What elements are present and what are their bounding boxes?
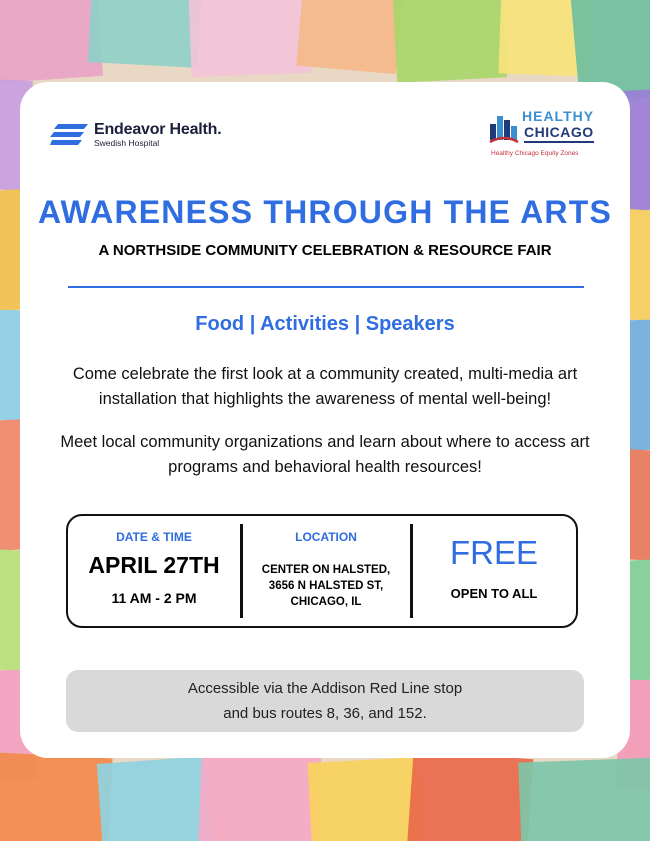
location-address	[242, 562, 410, 610]
price-column	[412, 516, 576, 626]
skyline-icon	[488, 110, 520, 148]
description-paragraph-2: Meet local community organizations and learn about where to access art programs and behavioral health resources!	[60, 433, 590, 476]
accessibility-note	[66, 670, 584, 732]
event-time: 11 AM - 2 PM	[111, 590, 197, 606]
endeavor-stripes-icon	[50, 124, 88, 146]
divider-line	[68, 286, 584, 288]
endeavor-name: Endeavor Health.	[94, 121, 222, 138]
date-time-column	[68, 516, 240, 626]
access-line-1: Accessible via the Addison Red Line stop	[187, 680, 463, 697]
access-line-2: and bus routes 8, 36, and 152.	[223, 705, 427, 722]
location-column	[242, 516, 410, 626]
healthy-word: HEALTHY	[522, 108, 595, 124]
audience-label: OPEN TO ALL	[450, 586, 538, 601]
event-info-box	[66, 514, 578, 628]
price-label: FREE	[449, 534, 538, 571]
healthy-chicago-logo	[488, 108, 595, 164]
flyer-card	[20, 82, 630, 758]
equity-zones-tagline: Healthy Chicago Equity Zones	[491, 150, 579, 157]
event-subtitle: A NORTHSIDE COMMUNITY CELEBRATION & RESOURCE FAIR	[98, 242, 552, 259]
date-time-label: DATE & TIME	[116, 530, 192, 544]
event-date: APRIL 27TH	[88, 552, 220, 578]
address-line-3: CHICAGO, IL	[290, 596, 362, 608]
endeavor-health-logo	[50, 122, 222, 148]
event-tagline: Food | Activities | Speakers	[195, 313, 455, 335]
description-paragraph-1: Come celebrate the first look at a community created, multi-media art installation that highlights the awareness of mental well-being!	[72, 365, 578, 408]
address-line-1: CENTER ON HALSTED,	[261, 564, 391, 576]
location-label: LOCATION	[295, 530, 357, 544]
event-title: AWARENESS THROUGH THE ARTS	[37, 194, 613, 230]
endeavor-sub: Swedish Hospital	[94, 138, 160, 148]
chicago-word: CHICAGO	[524, 124, 594, 143]
address-line-2: 3656 N HALSTED ST,	[268, 580, 384, 592]
